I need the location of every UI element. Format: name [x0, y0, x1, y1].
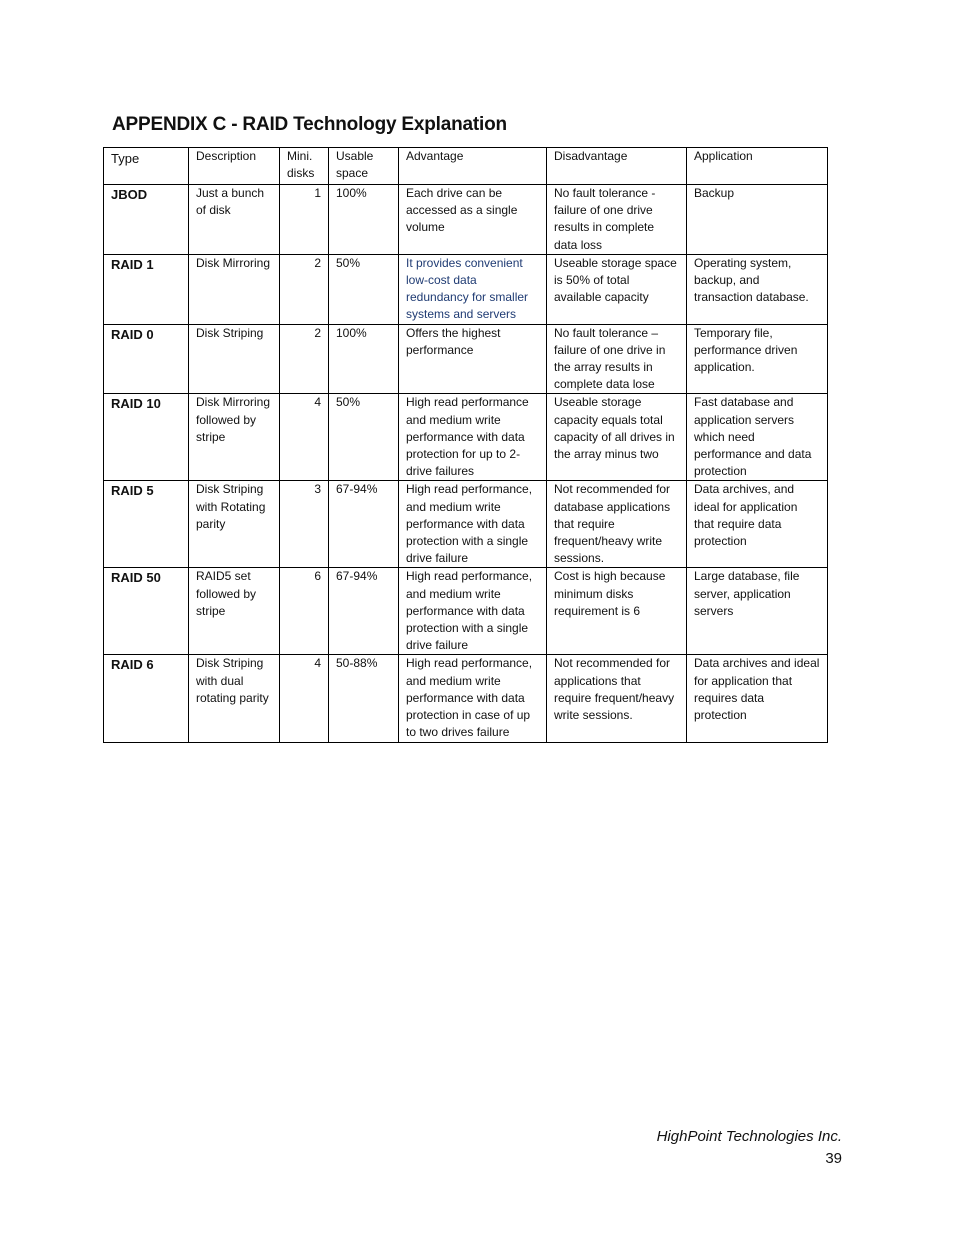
row-advantage: It provides convenient low-cost data redundancy for smaller systems and servers: [399, 254, 547, 324]
row-application: Data archives, and ideal for application that require data protection: [687, 481, 828, 568]
row-min-disks: 2: [280, 324, 329, 394]
row-min-disks: 4: [280, 394, 329, 481]
row-min-disks: 6: [280, 568, 329, 655]
row-description: Just a bunch of disk: [189, 185, 280, 255]
row-advantage: High read performance, and medium write performance with data protection in case of up to two drives failure: [399, 655, 547, 742]
row-disadvantage: Useable storage capacity equals total capacity of all drives in the array minus two: [547, 394, 687, 481]
header-application: Application: [687, 148, 828, 185]
row-description: Disk Mirroring followed by stripe: [189, 394, 280, 481]
row-description: Disk Striping with dual rotating parity: [189, 655, 280, 742]
row-description: Disk Striping: [189, 324, 280, 394]
row-usable-space: 50%: [329, 254, 399, 324]
row-advantage: High read performance, and medium write performance with data protection with a single drive failure: [399, 481, 547, 568]
row-min-disks: 4: [280, 655, 329, 742]
header-description: Description: [189, 148, 280, 185]
header-min-disks: Mini. disks: [280, 148, 329, 185]
row-application: Large database, file server, application servers: [687, 568, 828, 655]
table-row: [104, 394, 828, 481]
row-usable-space: 100%: [329, 185, 399, 255]
row-type: RAID 1: [104, 254, 189, 324]
row-type: JBOD: [104, 185, 189, 255]
row-usable-space: 50-88%: [329, 655, 399, 742]
table-row: [104, 324, 828, 394]
row-usable-space: 50%: [329, 394, 399, 481]
row-disadvantage: Useable storage space is 50% of total available capacity: [547, 254, 687, 324]
row-description: RAID5 set followed by stripe: [189, 568, 280, 655]
table-row: [104, 655, 828, 742]
row-type: RAID 5: [104, 481, 189, 568]
page-title: APPENDIX C - RAID Technology Explanation: [112, 114, 507, 135]
raid-comparison-table: [103, 147, 828, 743]
header-usable-space: Usable space: [329, 148, 399, 185]
row-disadvantage: Not recommended for applications that require frequent/heavy write sessions.: [547, 655, 687, 742]
row-min-disks: 1: [280, 185, 329, 255]
table-row: [104, 481, 828, 568]
row-usable-space: 100%: [329, 324, 399, 394]
row-type: RAID 10: [104, 394, 189, 481]
row-advantage: High read performance, and medium write performance with data protection with a single drive failure: [399, 568, 547, 655]
row-disadvantage: Cost is high because minimum disks requirement is 6: [547, 568, 687, 655]
page-number: 39: [825, 1150, 842, 1167]
row-application: Fast database and application servers which need performance and data protection: [687, 394, 828, 481]
row-usable-space: 67-94%: [329, 568, 399, 655]
row-type: RAID 50: [104, 568, 189, 655]
row-advantage: Offers the highest performance: [399, 324, 547, 394]
row-disadvantage: Not recommended for database applications that require frequent/heavy write sessions.: [547, 481, 687, 568]
table-row: [104, 185, 828, 255]
row-application: Operating system, backup, and transaction database.: [687, 254, 828, 324]
row-type: RAID 0: [104, 324, 189, 394]
row-disadvantage: No fault tolerance - failure of one drive results in complete data loss: [547, 185, 687, 255]
row-disadvantage: No fault tolerance – failure of one drive in the array results in complete data lose: [547, 324, 687, 394]
row-usable-space: 67-94%: [329, 481, 399, 568]
table-row: [104, 568, 828, 655]
footer-company-name: HighPoint Technologies Inc.: [656, 1128, 842, 1145]
table-row: [104, 254, 828, 324]
header-disadvantage: Disadvantage: [547, 148, 687, 185]
header-type: Type: [104, 148, 189, 185]
row-description: Disk Striping with Rotating parity: [189, 481, 280, 568]
row-description: Disk Mirroring: [189, 254, 280, 324]
header-advantage: Advantage: [399, 148, 547, 185]
row-application: Data archives and ideal for application that requires data protection: [687, 655, 828, 742]
table-header-row: [104, 148, 828, 185]
row-advantage: High read performance and medium write performance with data protection for up to 2-drive failures: [399, 394, 547, 481]
row-type: RAID 6: [104, 655, 189, 742]
row-min-disks: 2: [280, 254, 329, 324]
row-min-disks: 3: [280, 481, 329, 568]
row-application: Backup: [687, 185, 828, 255]
row-application: Temporary file, performance driven application.: [687, 324, 828, 394]
row-advantage: Each drive can be accessed as a single volume: [399, 185, 547, 255]
